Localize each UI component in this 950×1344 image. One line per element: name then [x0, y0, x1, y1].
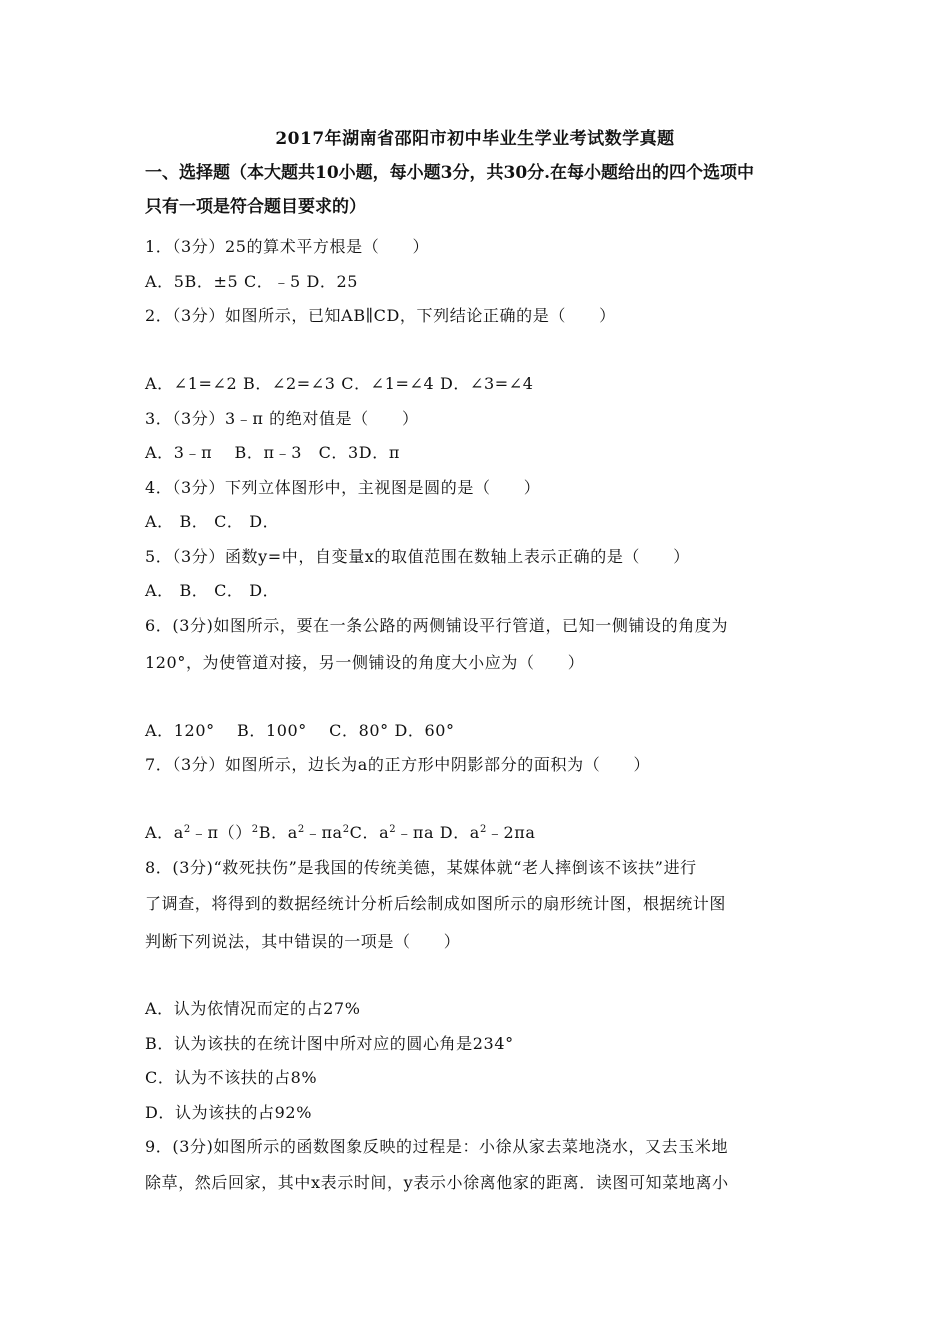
question-4-options: A． B． C． D．: [145, 512, 280, 531]
section-heading-line-1: 一、选择题（本大题共10小题，每小题3分，共30分.在每小题给出的四个选项中: [145, 163, 755, 183]
question-6-stem-line-1: 6．(3分)如图所示，要在一条公路的两侧铺设平行管道，已知一侧铺设的角度为: [145, 616, 729, 635]
question-8-option-d: D．认为该扶的占92%: [145, 1103, 312, 1122]
question-3-stem: 3．（3分）3﹣π 的绝对值是（ ）: [145, 409, 419, 428]
question-5-stem: 5．（3分）函数y=中，自变量x的取值范围在数轴上表示正确的是（ ）: [145, 547, 690, 566]
section-heading-line-2: 只有一项是符合题目要求的）: [145, 197, 366, 217]
question-4-stem: 4．（3分）下列立体图形中，主视图是圆的是（ ）: [145, 478, 541, 497]
question-1-options: A．5B．±5 C．﹣5 D．25: [145, 272, 359, 291]
question-9-stem-line-1: 9．(3分)如图所示的函数图象反映的过程是：小徐从家去菜地浇水，又去玉米地: [145, 1137, 729, 1156]
page-title: 2017年湖南省邵阳市初中毕业生学业考试数学真题: [275, 129, 675, 149]
question-1-stem: 1．（3分）25的算术平方根是（ ）: [145, 237, 430, 256]
question-8-option-a: A．认为依情况而定的占27%: [145, 999, 361, 1018]
question-7-options: A．$a^2﹣\pi()^2B$．$a^2﹣\pi a^2C$．$a^2﹣\pi a$ D．$a^2﹣2\pi a$: [145, 823, 536, 842]
question-2-options: A．∠1=∠2 B．∠2=∠3 C．∠1=∠4 D．∠3=∠4: [145, 374, 534, 393]
question-8-option-b: B．认为该扶的在统计图中所对应的圆心角是234°: [145, 1034, 514, 1053]
question-8-stem-line-1: 8．(3分)“救死扶伤”是我国的传统美德，某媒体就“老人摔倒该不该扶”进行: [145, 858, 697, 877]
question-3-options: A．3﹣π B．π﹣3 C．3D．π: [145, 443, 400, 462]
question-7-stem: 7．（3分）如图所示，边长为a的正方形中阴影部分的面积为（ ）: [145, 755, 651, 774]
question-8-stem-line-3: 判断下列说法，其中错误的一项是（ ）: [145, 932, 461, 951]
question-6-options: A．120° B．100° C．80° D．60°: [145, 721, 455, 740]
question-5-options: A． B． C． D．: [145, 581, 280, 600]
question-2-stem: 2．（3分）如图所示，已知AB∥CD，下列结论正确的是（ ）: [145, 306, 616, 325]
question-9-stem-line-2: 除草，然后回家，其中x表示时间，y表示小徐离他家的距离．读图可知菜地离小: [145, 1173, 729, 1192]
question-8-stem-line-2: 了调查，将得到的数据经统计分析后绘制成如图所示的扇形统计图，根据统计图: [145, 894, 727, 913]
question-6-stem-line-2: 120°，为使管道对接，另一侧铺设的角度大小应为（ ）: [145, 653, 585, 672]
question-8-option-c: C．认为不该扶的占8%: [145, 1068, 318, 1087]
